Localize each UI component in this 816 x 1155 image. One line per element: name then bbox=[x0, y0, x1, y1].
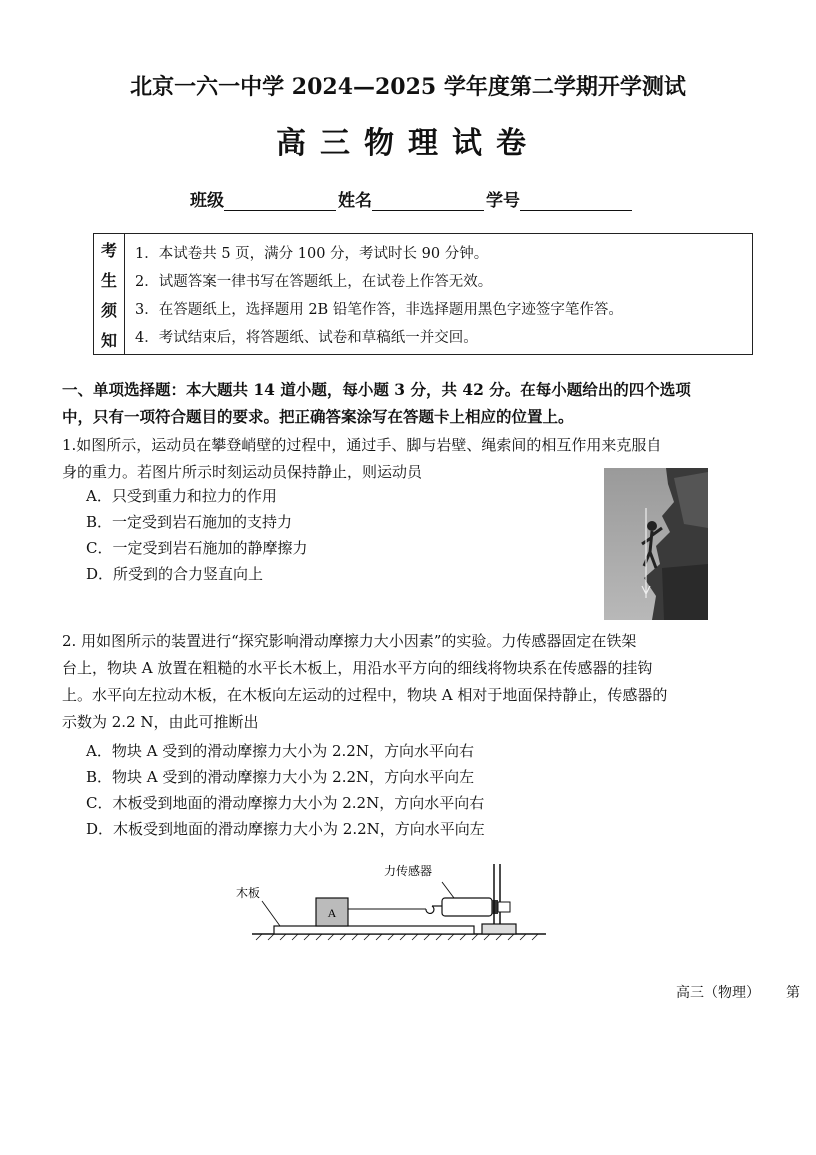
q1-stem-line: 身的重力。若图片所示时刻运动员保持静止，则运动员 bbox=[62, 463, 423, 481]
board-label: 木板 bbox=[236, 886, 261, 900]
class-field bbox=[224, 192, 336, 211]
name-field bbox=[372, 192, 484, 211]
block-a-label: A bbox=[327, 906, 337, 920]
footer-subject: 高三（物理） bbox=[676, 985, 760, 1001]
q2-option-a: A．物块 A 受到的滑动摩擦力大小为 2.2N，方向水平向右 bbox=[86, 742, 474, 760]
q2-option-b: B．物块 A 受到的滑动摩擦力大小为 2.2N，方向水平向左 bbox=[86, 768, 475, 786]
notice-head-char: 须 bbox=[100, 300, 117, 320]
exam-notice-box bbox=[93, 233, 753, 355]
name-label: 姓名 bbox=[338, 191, 372, 211]
q2-option-c: C．木板受到地面的滑动摩擦力大小为 2.2N，方向水平向右 bbox=[86, 794, 485, 812]
friction-apparatus-figure bbox=[228, 856, 558, 948]
q1-option-b: B．一定受到岩石施加的支持力 bbox=[86, 513, 293, 531]
section-heading-line: 一、单项选择题：本大题共 14 道小题，每小题 3 分，共 42 分。在每小题给出的四个选项 bbox=[62, 380, 691, 399]
id-label: 学号 bbox=[486, 191, 520, 211]
notice-head-char: 生 bbox=[100, 270, 117, 290]
footer-page: 第 bbox=[786, 985, 800, 1001]
q2-stem-line: 2. 用如图所示的装置进行“探究影响滑动摩擦力大小因素”的实验。力传感器固定在铁架 bbox=[62, 632, 637, 650]
climber-photo bbox=[604, 468, 708, 620]
q2-option-d: D．木板受到地面的滑动摩擦力大小为 2.2N，方向水平向左 bbox=[86, 820, 485, 838]
section-heading-line: 中，只有一项符合题目的要求。把正确答案涂写在答题卡上相应的位置上。 bbox=[62, 407, 574, 426]
q2-stem-line: 上。水平向左拉动木板，在木板向左运动的过程中，物块 A 相对于地面保持静止，传感器的 bbox=[62, 686, 668, 704]
id-field bbox=[520, 192, 632, 211]
paper-title: 高三物理试卷 bbox=[276, 126, 540, 161]
notice-items bbox=[125, 234, 752, 354]
q2-stem-line: 台上，物块 A 放置在粗糙的水平长木板上，用沿水平方向的细线将物块系在传感器的挂钩 bbox=[62, 659, 653, 677]
notice-item: 1．本试卷共 5 页，满分 100 分，考试时长 90 分钟。 bbox=[135, 245, 489, 262]
q2-stem bbox=[62, 628, 762, 736]
section-1-heading bbox=[62, 376, 762, 430]
notice-heading bbox=[94, 234, 125, 354]
q1-stem-line: 1.如图所示，运动员在攀登峭壁的过程中，通过手、脚与岩壁、绳索间的相互作用来克服自 bbox=[62, 436, 662, 454]
sensor-label: 力传感器 bbox=[384, 864, 433, 878]
notice-head-char: 考 bbox=[100, 240, 117, 260]
school-title: 北京一六一中学 2024—2025 学年度第二学期开学测试 bbox=[130, 74, 686, 100]
notice-item: 2．试题答案一律书写在答题纸上，在试卷上作答无效。 bbox=[135, 273, 493, 290]
notice-item: 4．考试结束后，将答题纸、试卷和草稿纸一并交回。 bbox=[135, 329, 478, 346]
q1-option-a: A．只受到重力和拉力的作用 bbox=[86, 487, 277, 505]
q1-option-c: C．一定受到岩石施加的静摩擦力 bbox=[86, 539, 308, 557]
notice-item: 3．在答题纸上，选择题用 2B 铅笔作答，非选择题用黑色字迹签字笔作答。 bbox=[135, 301, 623, 318]
q1-option-d: D．所受到的合力竖直向上 bbox=[86, 565, 264, 583]
page-footer bbox=[676, 982, 800, 1002]
q2-stem-line: 示数为 2.2 N，由此可推断出 bbox=[62, 713, 259, 731]
student-info-line bbox=[190, 186, 634, 211]
notice-head-char: 知 bbox=[100, 330, 117, 350]
class-label: 班级 bbox=[190, 191, 224, 211]
